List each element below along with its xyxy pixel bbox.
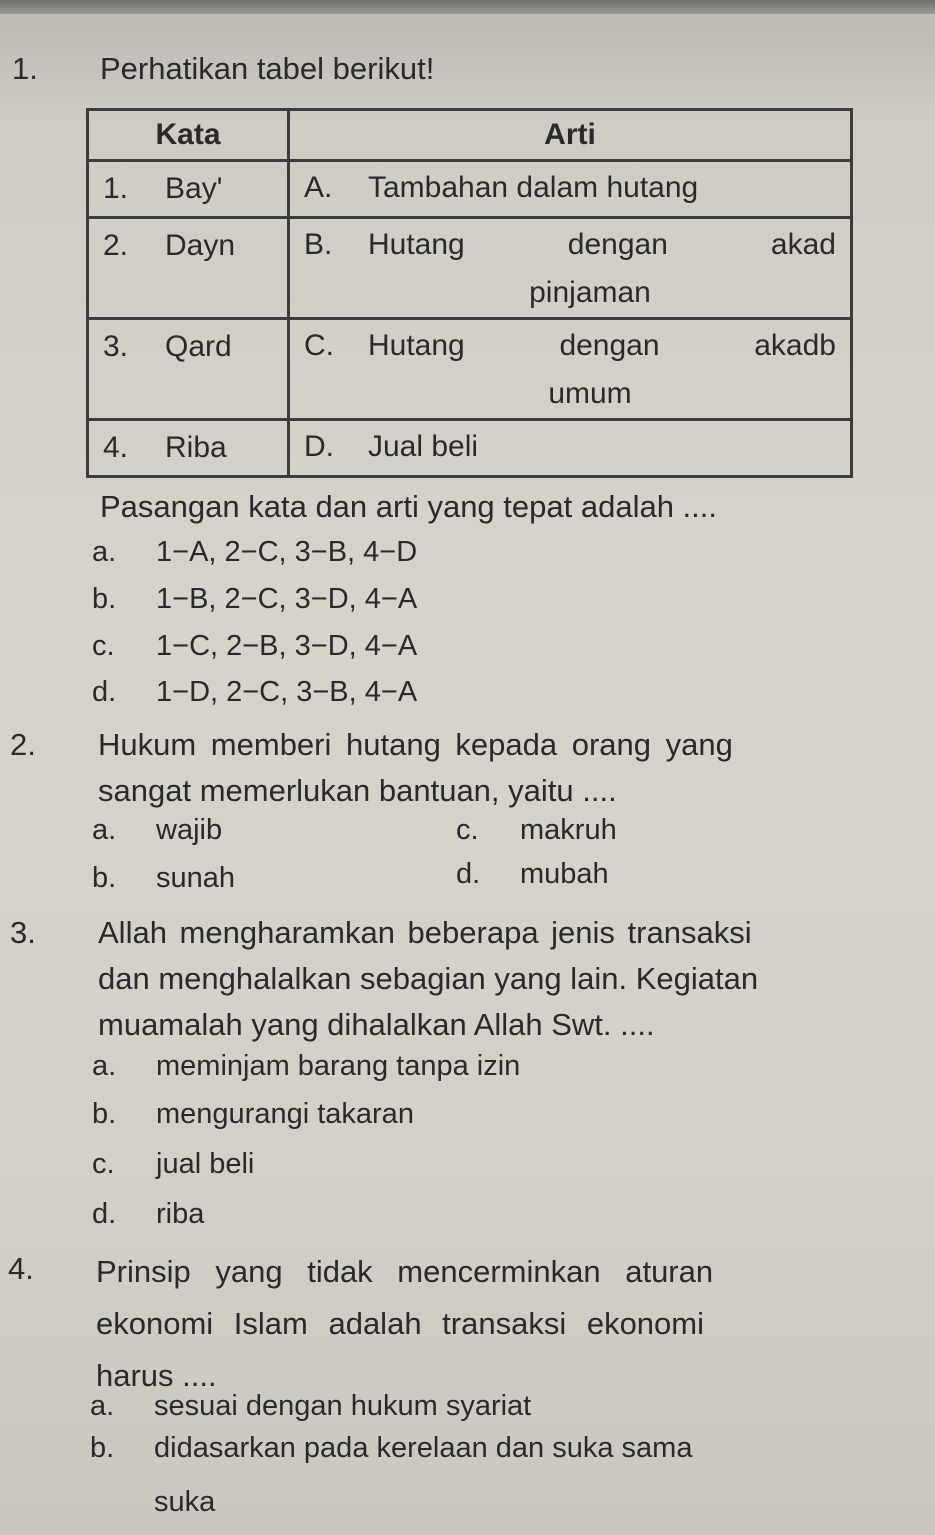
- meaning-continuation: pinjaman: [529, 276, 651, 309]
- option-label: a.: [92, 1050, 117, 1082]
- answer-option[interactable]: [92, 1146, 254, 1182]
- option-text-continuation: suka: [154, 1486, 216, 1518]
- table-row: [88, 161, 852, 218]
- answer-option[interactable]: [92, 1096, 414, 1132]
- option-text: 1−B, 2−C, 3−D, 4−A: [156, 583, 418, 615]
- question-stem: [98, 910, 888, 1048]
- meaning-cell: [289, 218, 852, 319]
- meaning-cell: [289, 161, 852, 218]
- word-cell: [88, 319, 289, 420]
- option-label: d.: [92, 676, 117, 708]
- stem-line: harus ....: [96, 1358, 217, 1393]
- option-text: 1−C, 2−B, 3−D, 4−A: [156, 630, 418, 662]
- question-1-prompt: [12, 484, 892, 530]
- option-text: mubah: [520, 858, 609, 890]
- table-row: [88, 218, 852, 319]
- option-text: mengurangi takaran: [156, 1098, 414, 1130]
- meaning-letter: D.: [304, 430, 334, 463]
- stem-line: muamalah yang dihalalkan Allah Swt. ....: [98, 1007, 655, 1042]
- question-stem: Perhatikan tabel berikut!: [100, 51, 435, 86]
- option-text: jual beli: [156, 1148, 255, 1180]
- option-label: b.: [92, 583, 117, 615]
- table-row: [88, 319, 852, 420]
- answer-option[interactable]: [92, 1048, 520, 1084]
- option-text: 1−A, 2−C, 3−B, 4−D: [156, 536, 418, 568]
- answer-option[interactable]: [456, 856, 609, 892]
- option-label: d.: [456, 858, 481, 890]
- question-stem: [96, 1246, 886, 1402]
- table-header-row: [88, 110, 852, 161]
- word-number: 4.: [103, 431, 129, 464]
- word-cell: [88, 420, 289, 477]
- table-header-kata: Kata: [88, 110, 289, 161]
- word-text: Dayn: [165, 229, 236, 262]
- option-text: sesuai dengan hukum syariat: [154, 1390, 532, 1422]
- answer-option[interactable]: [456, 812, 617, 848]
- stem-line-text: Hukum memberi hutang kepada orang yang: [98, 727, 733, 762]
- question-number: 3.: [10, 915, 36, 950]
- meaning-first: [304, 322, 465, 370]
- option-text: didasarkan pada kerelaan dan suka sama: [154, 1432, 693, 1464]
- question-4: [8, 1246, 888, 1393]
- answer-option[interactable]: [92, 1196, 204, 1232]
- question-1: [12, 46, 892, 92]
- question-number: 2.: [10, 727, 36, 762]
- word-meaning-table: [86, 108, 853, 478]
- meaning-first: [304, 221, 465, 269]
- meaning-line: [304, 221, 836, 269]
- answer-option[interactable]: [92, 581, 417, 617]
- stem-line: Allah mengharamkan beberapa jenis transaksi: [98, 915, 752, 950]
- word-number: 3.: [103, 330, 129, 363]
- meaning-continuation: umum: [548, 377, 632, 410]
- word-text: Bay': [165, 172, 223, 205]
- answer-option[interactable]: [92, 674, 417, 710]
- meaning-text: Jual beli: [368, 430, 479, 463]
- stem-line: dan menghalalkan sebagian yang lain. Kegiatan: [98, 961, 759, 996]
- table-row: [88, 420, 852, 477]
- word-number: 2.: [103, 229, 129, 262]
- answer-option[interactable]: [92, 534, 417, 570]
- meaning-letter: B.: [304, 228, 333, 261]
- option-text: makruh: [520, 814, 617, 846]
- question-number: 4.: [8, 1251, 34, 1286]
- meaning-line: [304, 322, 836, 370]
- option-label: c.: [92, 1148, 115, 1180]
- option-text: meminjam barang tanpa izin: [156, 1050, 521, 1082]
- question-prompt: Pasangan kata dan arti yang tepat adalah ....: [100, 489, 718, 524]
- meaning-word: akad: [770, 228, 836, 261]
- option-label: c.: [92, 630, 115, 662]
- meaning-word: dengan: [559, 329, 660, 362]
- answer-option[interactable]: [90, 1430, 692, 1466]
- question-number: 1.: [12, 51, 38, 86]
- option-label: b.: [90, 1432, 115, 1464]
- meaning-word: Hutang: [368, 228, 465, 261]
- meaning-cell: [289, 319, 852, 420]
- answer-option[interactable]: [90, 1388, 531, 1424]
- meaning-letter: A.: [304, 171, 333, 204]
- question-stem: [98, 722, 878, 814]
- page-top-edge: [0, 0, 935, 14]
- option-label: d.: [92, 1198, 117, 1230]
- option-label: a.: [90, 1390, 115, 1422]
- option-label: b.: [92, 862, 117, 894]
- meaning-word: akadb: [754, 329, 836, 362]
- stem-line: Prinsip yang tidak mencerminkan aturan: [96, 1254, 714, 1289]
- option-label: a.: [92, 536, 117, 568]
- word-cell: [88, 161, 289, 218]
- table-header-arti: Arti: [289, 110, 852, 161]
- stem-line: sangat memerlukan bantuan, yaitu ....: [98, 773, 617, 808]
- word-text: Riba: [165, 431, 227, 464]
- option-text: riba: [156, 1198, 205, 1230]
- option-label: b.: [92, 1098, 117, 1130]
- option-text: 1−D, 2−C, 3−B, 4−A: [156, 676, 418, 708]
- answer-option[interactable]: [92, 812, 222, 848]
- option-text: wajib: [156, 814, 223, 846]
- meaning-text: Tambahan dalam hutang: [368, 171, 699, 204]
- word-text: Qard: [165, 330, 232, 363]
- word-number: 1.: [103, 172, 129, 205]
- question-3: [10, 910, 890, 1048]
- option-label: c.: [456, 814, 479, 846]
- stem-line: ekonomi Islam adalah transaksi ekonomi: [96, 1306, 704, 1341]
- answer-option[interactable]: [92, 860, 235, 896]
- option-label: a.: [92, 814, 117, 846]
- word-cell: [88, 218, 289, 319]
- meaning-word: Hutang: [368, 329, 465, 362]
- option-text: sunah: [156, 862, 236, 894]
- stem-line: [98, 722, 878, 768]
- meaning-letter: C.: [304, 329, 334, 362]
- meaning-cell: [289, 420, 852, 477]
- meaning-word: dengan: [567, 228, 668, 261]
- question-2: [10, 722, 890, 814]
- answer-option[interactable]: [92, 628, 417, 664]
